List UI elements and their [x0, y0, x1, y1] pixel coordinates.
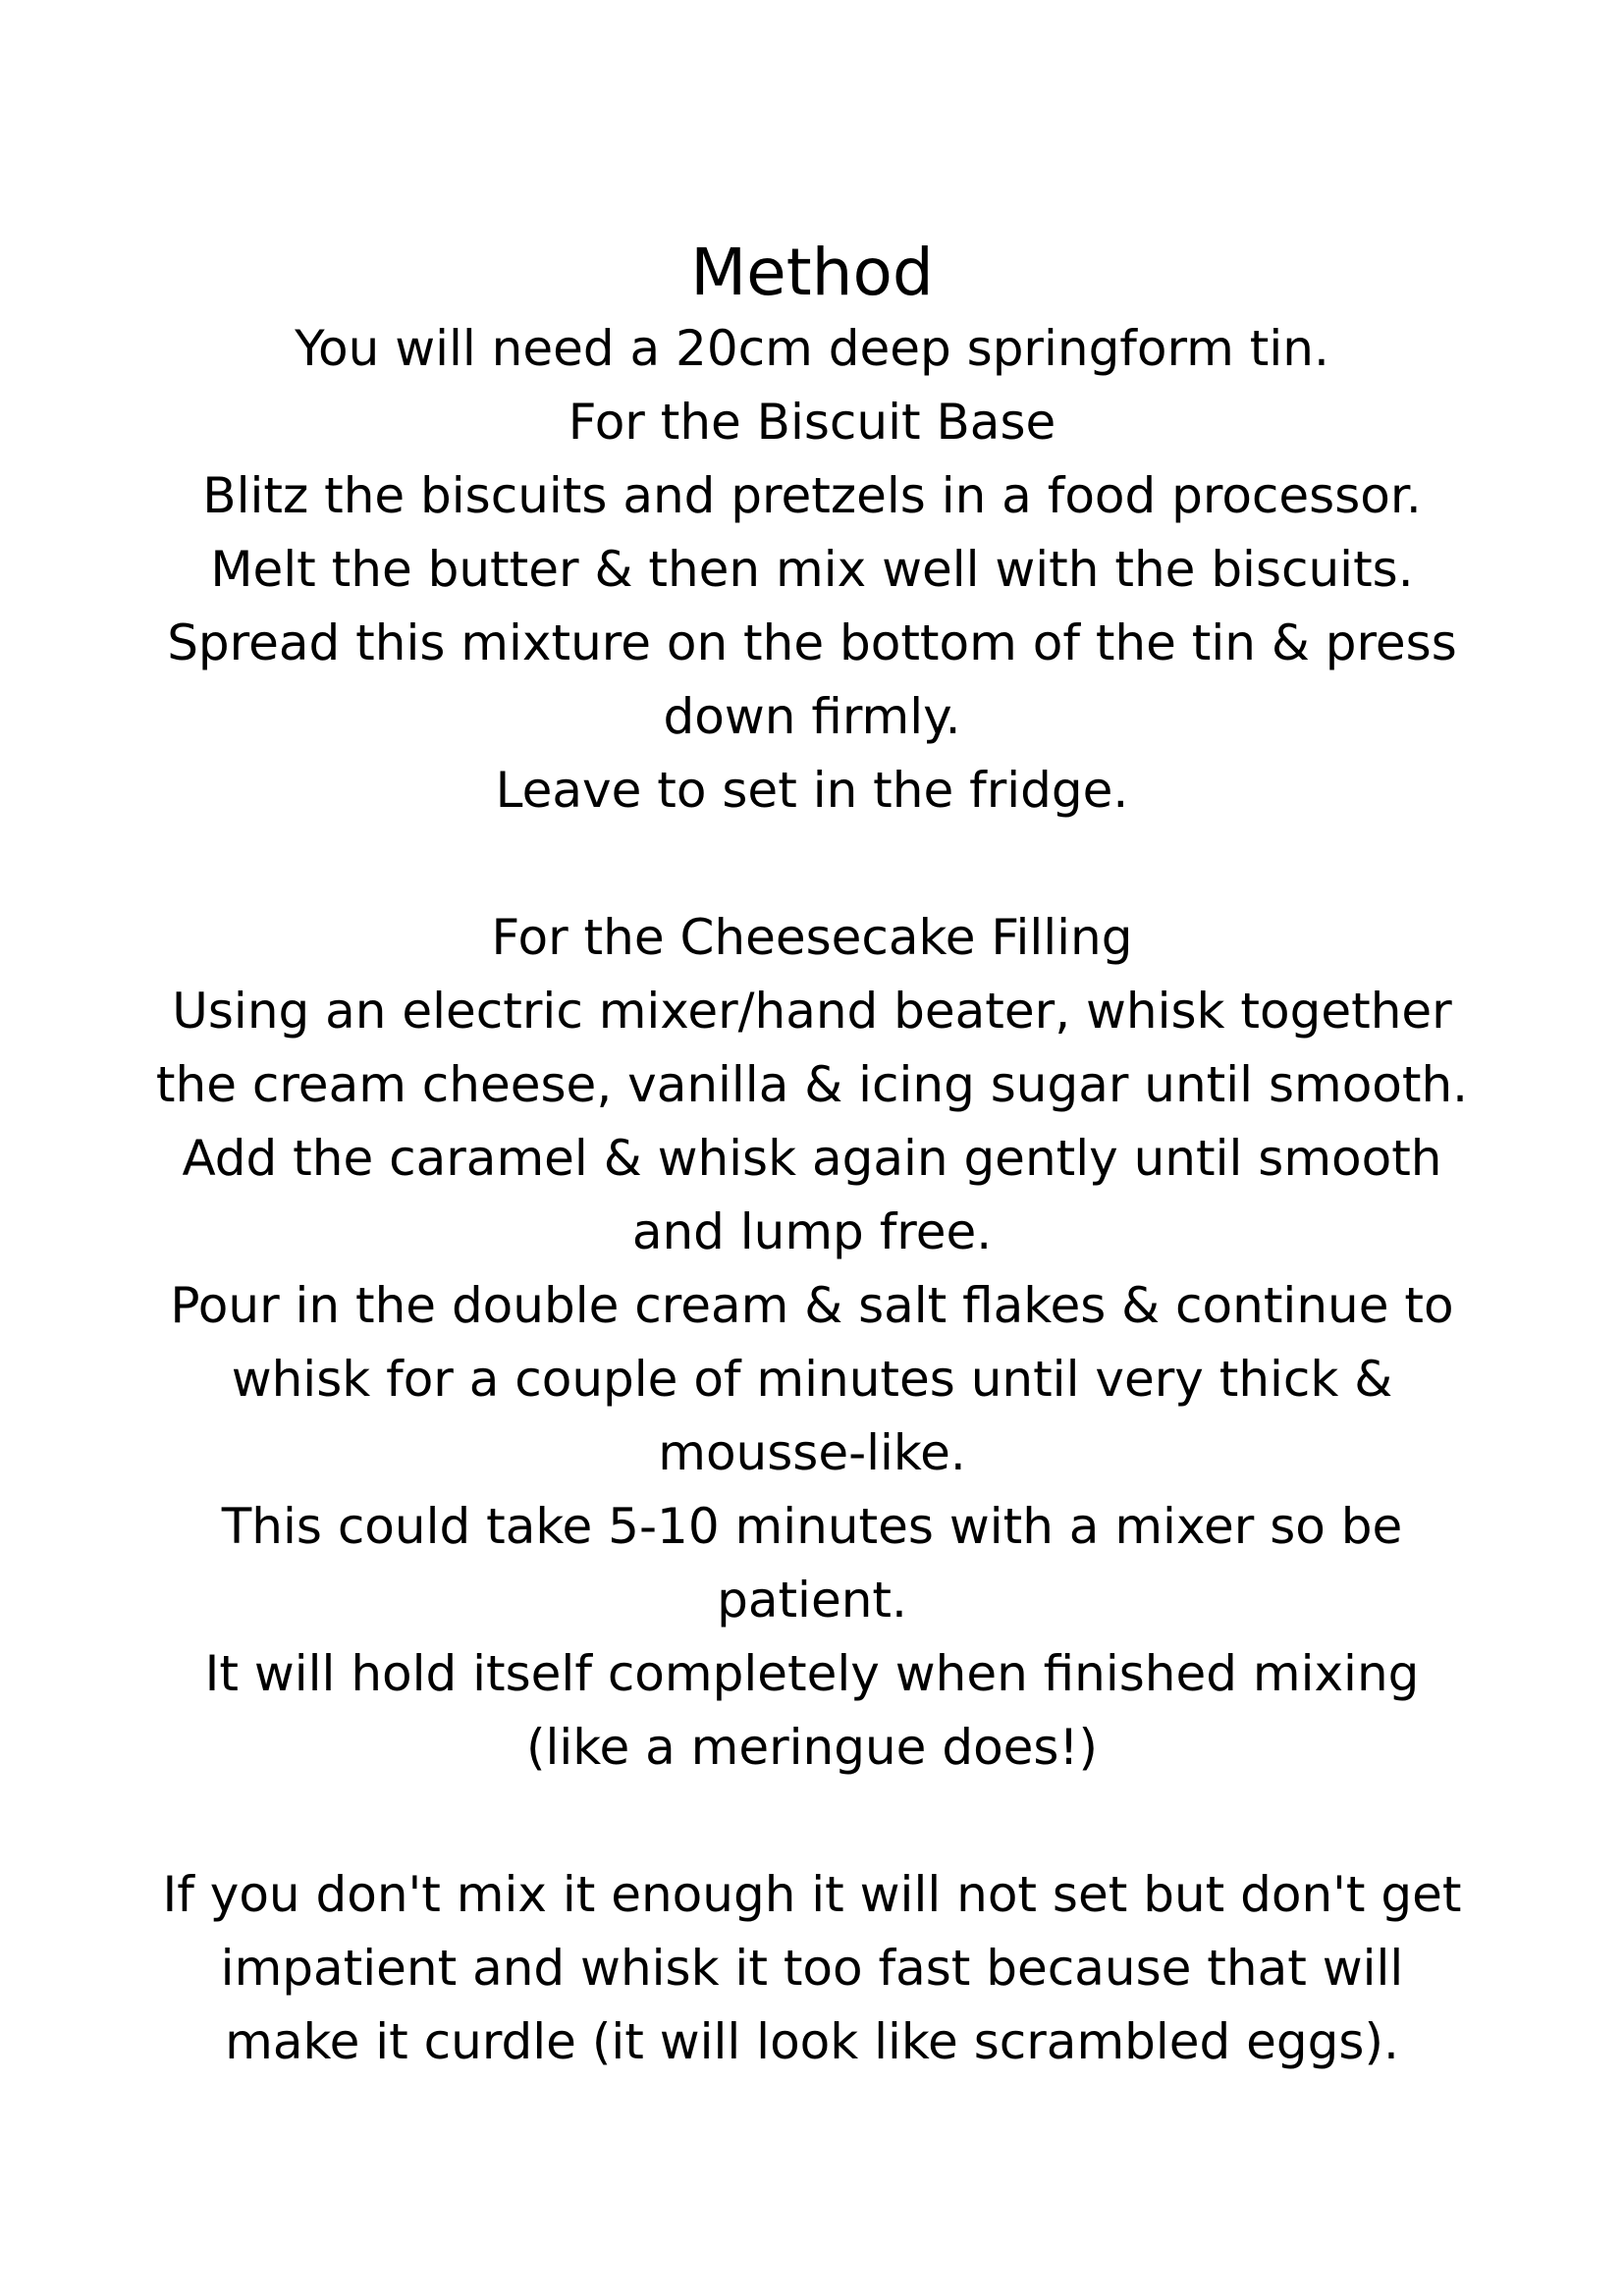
text-line: Spread this mixture on the bottom of the tin & press	[167, 614, 1457, 671]
text-line: make it curdle (it will look like scrambled eggs).	[225, 2013, 1399, 2070]
text-line: Pour in the double cream & salt flakes & continue to	[170, 1277, 1454, 1334]
text-line: (like a meringue does!)	[525, 1719, 1099, 1776]
text-line: You will need a 20cm deep springform tin.	[295, 320, 1329, 377]
text-line: impatient and whisk it too fast because that will	[220, 1940, 1404, 1997]
paragraph-spacer	[118, 828, 1506, 901]
text-line: the cream cheese, vanilla & icing sugar until smooth.	[155, 1056, 1469, 1113]
paragraph-spacer	[118, 1785, 1506, 1858]
text-line: Add the caramel & whisk again gently until smooth	[182, 1130, 1442, 1187]
text-line: down firmly.	[663, 688, 961, 745]
text-line: mousse-like.	[658, 1424, 966, 1481]
text-line: It will hold itself completely when finished mixing	[204, 1645, 1420, 1702]
text-line: Leave to set in the fridge.	[495, 762, 1129, 819]
text-line: If you don't mix it enough it will not set but don't get	[162, 1866, 1462, 1923]
text-line: Blitz the biscuits and pretzels in a food processor.	[202, 467, 1422, 524]
section-heading-biscuit-base: For the Biscuit Base	[568, 394, 1056, 451]
section-heading-cheesecake-filling: For the Cheesecake Filling	[491, 909, 1133, 966]
text-line: This could take 5-10 minutes with a mixer so be	[221, 1498, 1403, 1555]
text-line: and lump free.	[631, 1203, 993, 1260]
text-line: patient.	[717, 1572, 907, 1629]
method-title: Method	[690, 235, 934, 310]
text-line: Using an electric mixer/hand beater, whisk together	[172, 983, 1452, 1040]
text-line: Melt the butter & then mix well with the biscuits.	[210, 541, 1414, 598]
text-line: whisk for a couple of minutes until very thick &	[231, 1351, 1393, 1408]
method-content	[118, 234, 1506, 2079]
